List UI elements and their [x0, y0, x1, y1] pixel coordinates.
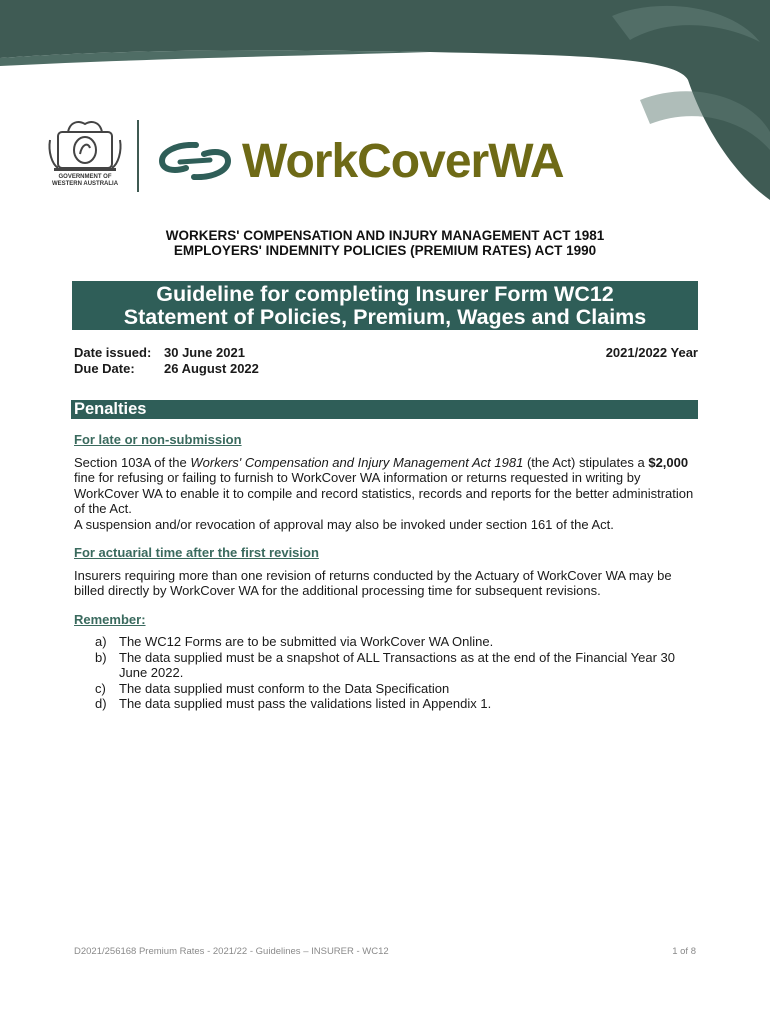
remember-subheading: Remember:	[74, 611, 146, 627]
act-name-italic: Workers' Compensation and Injury Management Act 1981	[190, 454, 524, 470]
list-item-text: The WC12 Forms are to be submitted via WorkCover WA Online.	[119, 634, 494, 649]
list-item	[74, 681, 696, 697]
due-date-value: 26 August 2022	[164, 361, 259, 376]
late-text-part-b: (the Act) stipulates a	[523, 454, 649, 470]
page-number: 1 of 8	[672, 946, 696, 957]
list-item-text: The data supplied must pass the validations listed in Appendix 1.	[119, 696, 492, 711]
list-item-text: The data supplied must be a snapshot of ALL Transactions as at the end of the Financial Year 30 June 2022.	[119, 649, 676, 680]
date-issued-label: Date issued:	[74, 345, 152, 360]
late-submission-paragraph-1	[74, 455, 696, 517]
date-issued-value: 30 June 2021	[164, 345, 245, 360]
due-date-label: Due Date:	[74, 361, 135, 376]
list-item	[74, 696, 696, 712]
document-reference: D2021/256168 Premium Rates - 2021/22 - Guidelines – INSURER - WC12	[74, 946, 389, 957]
actuarial-subheading: For actuarial time after the first revision	[74, 545, 319, 560]
list-item-text: The data supplied must conform to the Data Specification	[119, 680, 450, 696]
date-issued-row	[74, 345, 698, 361]
due-date-row	[74, 361, 698, 377]
title-line-1: Guideline for completing Insurer Form WC12	[156, 282, 614, 306]
page-footer	[74, 946, 696, 957]
meta-info	[74, 345, 698, 377]
list-marker: d)	[95, 696, 107, 711]
acts-heading	[0, 228, 770, 258]
list-item	[74, 650, 696, 681]
list-marker: b)	[95, 649, 107, 665]
crest-caption	[44, 174, 126, 188]
late-text-part-a: Section 103A of the	[74, 454, 191, 470]
act-line-1: WORKERS' COMPENSATION AND INJURY MANAGEMENT ACT 1981	[165, 228, 605, 243]
act-line-2: EMPLOYERS' INDEMNITY POLICIES (PREMIUM RATES) ACT 1990	[173, 243, 597, 258]
remember-list	[74, 634, 696, 712]
late-text-part-c: fine for refusing or failing to furnish to WorkCover WA information or returns requested in writing by WorkCover WA to enable it to compile and record statistics, records and reports for the better administration of the Act.	[74, 470, 694, 516]
late-submission-text	[74, 455, 696, 533]
penalties-section	[74, 432, 696, 712]
penalties-heading: Penalties	[71, 400, 698, 419]
workcover-mark-icon	[156, 142, 234, 180]
late-submission-subheading: For late or non-submission	[74, 432, 242, 447]
crest-caption-line1: GOVERNMENT OF	[58, 174, 112, 180]
late-submission-paragraph-2: A suspension and/or revocation of approval may also be invoked under section 161 of the Act.	[74, 516, 614, 532]
actuarial-paragraph: Insurers requiring more than one revision of returns conducted by the Actuary of WorkCover WA may be billed directly by WorkCover WA for the additional processing time for subsequent revisions.	[74, 567, 672, 598]
logo-divider	[137, 120, 139, 192]
list-marker: c)	[95, 680, 106, 696]
title-line-2: Statement of Policies, Premium, Wages and Claims	[123, 305, 647, 329]
list-marker: a)	[95, 634, 107, 649]
logo-row	[44, 118, 564, 196]
fine-amount: $2,000	[648, 454, 689, 470]
year-label: 2021/2022 Year	[605, 345, 698, 360]
workcover-wordmark: WorkCoverWA	[242, 135, 564, 188]
list-item	[74, 634, 696, 650]
title-banner	[72, 281, 698, 330]
crest-caption-line2: WESTERN AUSTRALIA	[51, 181, 119, 187]
